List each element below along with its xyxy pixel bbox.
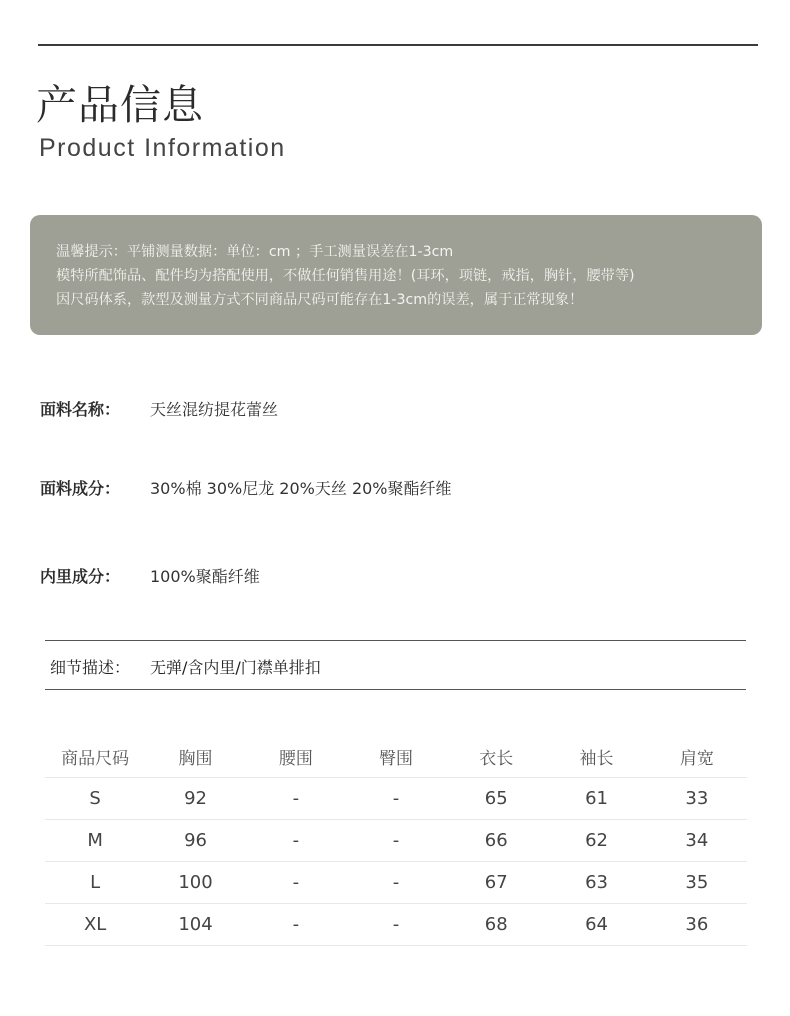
table-cell: 100 <box>145 862 246 904</box>
table-cell: 68 <box>446 904 546 946</box>
detail-top-divider <box>45 640 746 641</box>
detail-label: 细节描述： <box>50 658 131 677</box>
header-length: 衣长 <box>446 736 546 778</box>
fabric-composition-label: 面料成分： <box>40 479 121 498</box>
table-row <box>45 820 747 862</box>
header-shoulder: 肩宽 <box>647 736 747 778</box>
size-table <box>45 736 747 946</box>
table-cell: 64 <box>546 904 646 946</box>
table-cell: - <box>246 820 346 862</box>
lining-composition-label: 内里成分： <box>40 567 121 586</box>
table-cell: M <box>45 820 145 862</box>
table-cell: 61 <box>546 778 646 820</box>
table-cell: S <box>45 778 145 820</box>
table-cell: 34 <box>647 820 747 862</box>
page-subtitle: Product Information <box>39 134 286 162</box>
notice-line: 模特所配饰品、配件均为搭配使用，不做任何销售用途！(耳环，项链，戒指，胸针，腰带等) <box>56 268 635 284</box>
notice-box <box>30 215 762 335</box>
table-cell: - <box>246 778 346 820</box>
lining-composition-value: 100%聚酯纤维 <box>150 567 260 586</box>
lining-composition-row <box>40 564 260 587</box>
fabric-composition-value: 30%棉 30%尼龙 20%天丝 20%聚酯纤维 <box>150 479 452 498</box>
header-size: 商品尺码 <box>45 736 145 778</box>
fabric-name-row <box>40 397 278 420</box>
table-cell: 63 <box>546 862 646 904</box>
table-cell: L <box>45 862 145 904</box>
table-cell: - <box>346 862 446 904</box>
header-hip: 臀围 <box>346 736 446 778</box>
page-title: 产品信息 <box>36 81 204 129</box>
table-cell: XL <box>45 904 145 946</box>
table-cell: 33 <box>647 778 747 820</box>
fabric-composition-row <box>40 476 452 499</box>
header-chest: 胸围 <box>145 736 246 778</box>
size-table-header <box>45 736 747 778</box>
table-cell: - <box>246 862 346 904</box>
fabric-name-label: 面料名称： <box>40 400 121 419</box>
table-cell: 104 <box>145 904 246 946</box>
table-cell: 92 <box>145 778 246 820</box>
table-cell: 67 <box>446 862 546 904</box>
notice-line: 因尺码体系，款型及测量方式不同商品尺码可能存在1-3cm的误差，属于正常现象！ <box>56 292 584 308</box>
detail-bottom-divider <box>45 689 746 690</box>
table-cell: 66 <box>446 820 546 862</box>
table-row <box>45 904 747 946</box>
table-cell: - <box>346 820 446 862</box>
detail-value: 无弹/含内里/门襟单排扣 <box>150 658 321 677</box>
table-cell: 96 <box>145 820 246 862</box>
fabric-name-value: 天丝混纺提花蕾丝 <box>150 400 279 419</box>
table-cell: 65 <box>446 778 546 820</box>
header-sleeve: 袖长 <box>546 736 646 778</box>
table-cell: - <box>246 904 346 946</box>
table-cell: 36 <box>647 904 747 946</box>
table-row <box>45 778 747 820</box>
top-divider <box>38 44 758 46</box>
table-cell: - <box>346 904 446 946</box>
table-cell: - <box>346 778 446 820</box>
table-cell: 62 <box>546 820 646 862</box>
detail-row <box>50 655 321 678</box>
table-cell: 35 <box>647 862 747 904</box>
header-waist: 腰围 <box>246 736 346 778</box>
table-row <box>45 862 747 904</box>
notice-line: 温馨提示：平铺测量数据：单位：cm ；手工测量误差在1-3cm <box>56 244 454 260</box>
